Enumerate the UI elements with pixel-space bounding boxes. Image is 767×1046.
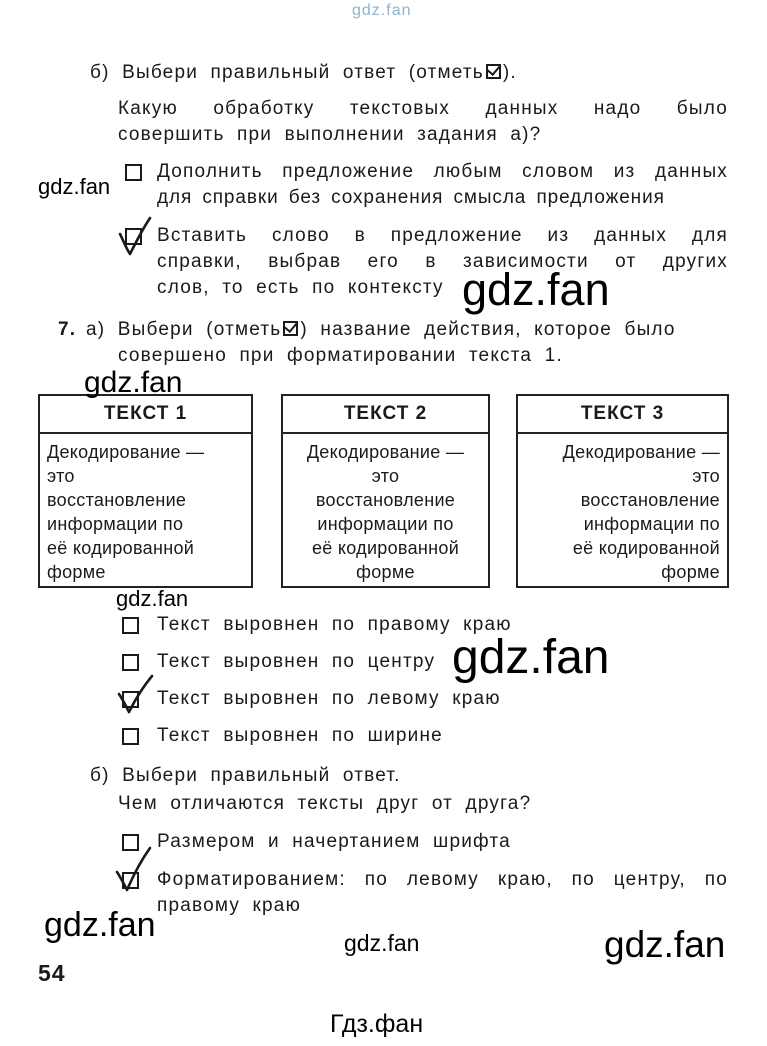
handwritten-check-icon xyxy=(114,672,158,716)
text-box-line: её кодированной xyxy=(572,538,720,558)
task6b-question-line1: Какую обработку текстовых данных надо было xyxy=(118,98,728,119)
text-box-line: форме xyxy=(356,562,415,582)
handwritten-check-icon xyxy=(116,214,156,258)
task6b-instruction: б) Выбери правильный ответ (отметь ). xyxy=(90,62,517,83)
checkmark-icon xyxy=(283,321,298,336)
task7b-option1-label: Размером и начертанием шрифта xyxy=(157,831,511,852)
task7a-instruction-line1: а) Выбери (отметь ) название действия, которое было xyxy=(86,319,676,340)
task6b-option2-line1: Вставить слово в предложение из данных для xyxy=(157,225,728,246)
task7a-option1-checkbox[interactable] xyxy=(122,617,139,634)
text-box-line: Декодирование — xyxy=(306,442,465,462)
watermark-top: gdz.fan xyxy=(352,2,412,19)
watermark: gdz.fan xyxy=(344,930,420,956)
task6b-option2-line2: справки, выбрав его в зависимости от других xyxy=(157,251,728,272)
task6b-option1-line1: Дополнить предложение любым словом из данных xyxy=(157,161,728,182)
checkmark-icon xyxy=(486,64,501,79)
watermark: gdz.fan xyxy=(84,366,183,399)
text-box-line: это xyxy=(47,466,75,486)
text-box-title: ТЕКСТ 1 xyxy=(40,396,251,434)
task7b-instruction: б) Выбери правильный ответ. xyxy=(90,765,401,786)
text-box-line: Декодирование — xyxy=(47,442,205,462)
task6b-option1-checkbox[interactable] xyxy=(125,164,142,181)
task6b-option2-line3: слов, то есть по контексту xyxy=(157,277,444,298)
task7-number: 7. xyxy=(58,319,77,340)
text-box-1 xyxy=(38,394,253,588)
task7a-option4-checkbox[interactable] xyxy=(122,728,139,745)
watermark: gdz.fan xyxy=(38,174,111,199)
page-number: 54 xyxy=(38,960,66,986)
text-box-line: информации по xyxy=(47,514,184,534)
task7a-option4-label: Текст выровнен по ширине xyxy=(157,725,443,746)
text-box-line: восстановление xyxy=(315,490,456,510)
text-box-line: её кодированной xyxy=(311,538,460,558)
watermark: gdz.fan xyxy=(604,924,726,965)
text-box-line: форме xyxy=(661,562,720,582)
watermark: gdz.fan xyxy=(44,906,156,944)
handwritten-check-icon xyxy=(112,844,156,894)
text-box-line: это xyxy=(371,466,400,486)
task7a-option2-label: Текст выровнен по центру xyxy=(157,651,436,672)
task7a-option2-checkbox[interactable] xyxy=(122,654,139,671)
watermark: gdz.fan xyxy=(116,586,189,611)
text-box-line: информации по xyxy=(583,514,720,534)
task7a-instruction-line2: совершено при форматировании текста 1. xyxy=(118,345,563,366)
task6b-option1-line2: для справки без сохранения смысла предложения xyxy=(157,187,665,208)
text-box-line: её кодированной xyxy=(47,538,195,558)
text-box-2 xyxy=(281,394,490,588)
task7b-option2-line1: Форматированием: по левому краю, по центру, по xyxy=(157,869,728,890)
watermark-footer: Гдз.фан xyxy=(330,1010,424,1038)
text-box-line: информации по xyxy=(317,514,454,534)
task7b-option2-line2: правому краю xyxy=(157,895,302,916)
task6b-question-line2: совершить при выполнении задания а)? xyxy=(118,124,542,145)
text-box-title: ТЕКСТ 3 xyxy=(518,396,727,434)
text-box-line: восстановление xyxy=(47,490,187,510)
watermark: gdz.fan xyxy=(462,264,610,315)
watermark: gdz.fan xyxy=(452,631,610,684)
text-box-line: форме xyxy=(47,562,106,582)
text-box-line: восстановление xyxy=(580,490,720,510)
task7a-option3-label: Текст выровнен по левому краю xyxy=(157,688,501,709)
task7b-question: Чем отличаются тексты друг от друга? xyxy=(118,793,532,814)
text-box-line: Декодирование — xyxy=(562,442,720,462)
text-box-title: ТЕКСТ 2 xyxy=(283,396,488,434)
text-box-line: это xyxy=(692,466,720,486)
text-box-3 xyxy=(516,394,729,588)
task7a-option1-label: Текст выровнен по правому краю xyxy=(157,614,512,635)
